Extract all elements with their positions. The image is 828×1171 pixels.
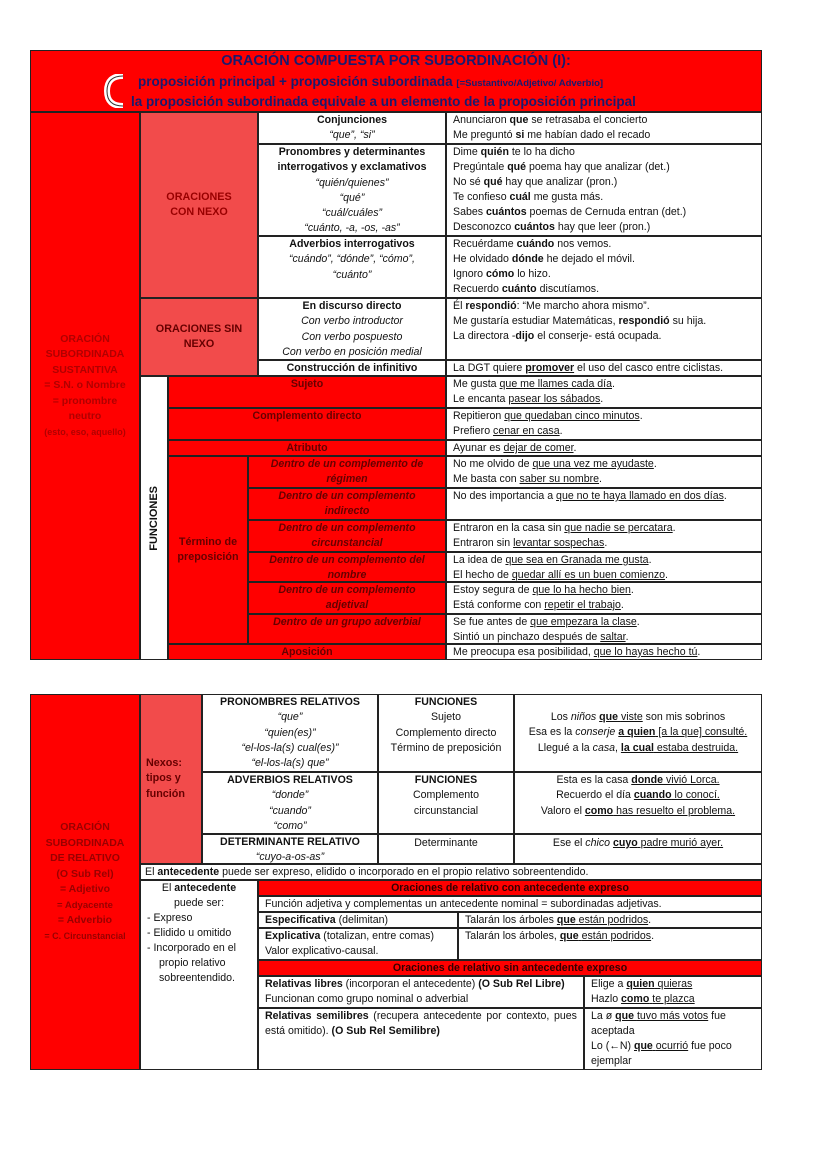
pron-examples: Dime quién te lo ha dicho Pregúntale qué poema hay que analizar (det.) No sé qué hay que analizar (pron.) Te confieso cuál me gusta más. Sabes cuántos poemas de Cernuda entran (det.) Desconozco cuántos hay que leer (pron.) [446, 144, 762, 236]
cc-examples: Entraron en la casa sin que nadie se percatara. Entraron sin levantar sospechas. [446, 520, 762, 552]
rel-det-cell: DETERMINANTE RELATIVO “cuyo-a-os-as” [202, 834, 378, 864]
infinitivo-example: La DGT quiere promover el uso del casco entre ciclistas. [446, 360, 762, 376]
especificativa-cell: Especificativa (delimitan) [258, 912, 458, 928]
bracket-icon [103, 74, 125, 108]
nexos-label: Nexos: tipos y función [140, 694, 202, 864]
page-title: ORACIÓN COMPUESTA POR SUBORDINACIÓN (I): [221, 53, 571, 69]
cd-examples: Repitieron que quedaban cinco minutos. Prefiero cenar en casa. [446, 408, 762, 440]
expreso-desc: Función adjetiva y complementas un antecedente nominal = subordinadas adjetivas. [258, 896, 762, 912]
rel-pron-examples: Los niños que viste son mis sobrinos Esa es la conserje a quien [a la que] consulté. Llegué a la casa, la cual estaba destruida. [514, 694, 762, 772]
semilibres-examples: La ø que tuvo más votos fue aceptada Lo (←N) que ocurrió fue poco ejemplar [584, 1008, 762, 1070]
rel-adv-func: FUNCIONES Complemento circunstancial [378, 772, 514, 834]
pron-cell: Pronombres y determinantes interrogativos y exclamativos “quién/quienes” “qué” “cuál/cuáles” “cuánto, -a, -os, -as” [258, 144, 446, 236]
explicativa-example: Talarán los árboles, que están podridos. [458, 928, 762, 960]
semilibres-cell: Relativas semilibres (recupera antecedente por contexto, pues está omitido). (O Sub Rel Semilibre) [258, 1008, 584, 1070]
funciones-label: FUNCIONES [140, 376, 168, 660]
especificativa-example: Talarán los árboles que están podridos. [458, 912, 762, 928]
expreso-header: Oraciones de relativo con antecedente expreso [258, 880, 762, 896]
conj-examples: Anunciaron que se retrasaba el concierto Me preguntó si me habían dado el recado [446, 112, 762, 144]
cn-examples: La idea de que sea en Granada me gusta. El hecho de quedar allí es un buen comienzo. [446, 552, 762, 582]
adv-cell: Adverbios interrogativos “cuándo”, “dónde”, “cómo”, “cuánto” [258, 236, 446, 298]
rel-adv-examples: Esta es la casa donde vivió Lorca. Recuerdo el día cuando lo conocí. Valoro el como has resuelto el problema. [514, 772, 762, 834]
aposicion-label: Aposición [168, 644, 446, 660]
explicativa-cell: Explicativa (totalizan, entre comas) Valor explicativo-causal. [258, 928, 458, 960]
cd-label: Complemento directo [168, 408, 446, 440]
rel-det-func: Determinante [378, 834, 514, 864]
con-nexo-label: ORACIONES CON NEXO [140, 112, 258, 298]
subtitle-secondary: la proposición subordinada equivale a un elemento de la proposición principal [131, 94, 636, 109]
ci-example: No des importancia a que no te haya llamado en dos días. [446, 488, 762, 520]
gadv-examples: Se fue antes de que empezara la clase. Sintió un pinchazo después de saltar. [446, 614, 762, 644]
cadj-examples: Estoy segura de que lo ha hecho bien. Está conforme con repetir el trabajo. [446, 582, 762, 614]
conj-cell: Conjunciones “que”, “si” [258, 112, 446, 144]
atributo-label: Atributo [168, 440, 446, 456]
termino-label: Término de preposición [168, 456, 248, 644]
sujeto-examples: Me gusta que me llames cada día. Le encanta pasear los sábados. [446, 376, 762, 408]
atributo-example: Ayunar es dejar de comer. [446, 440, 762, 456]
cc-label: Dentro de un complemento circunstancial [248, 520, 446, 552]
libres-cell: Relativas libres (incorporan el antecedente) (O Sub Rel Libre) Funcionan como grupo nominal o adverbial [258, 976, 584, 1008]
rel-pron-cell: PRONOMBRES RELATIVOS “que” “quien(es)” “el-los-la(s) cual(es)” “el-los-la(s) que” [202, 694, 378, 772]
sin-header: Oraciones de relativo sin antecedente expreso [258, 960, 762, 976]
regimen-examples: No me olvido de que una vez me ayudaste. Me basta con saber su nombre. [446, 456, 762, 488]
rel-adv-cell: ADVERBIOS RELATIVOS “donde” “cuando” “como” [202, 772, 378, 834]
subtitle-main: proposición principal + proposición subordinada [=Sustantivo/Adjetivo/ Adverbio] [138, 74, 604, 89]
cadj-label: Dentro de un complemento adjetival [248, 582, 446, 614]
adv-examples: Recuérdame cuándo nos vemos. He olvidado dónde he dejado el móvil. Ignoro cómo lo hizo. Recuerdo cuánto discutíamos. [446, 236, 762, 298]
libres-examples: Elige a quien quieras Hazlo como te plazca [584, 976, 762, 1008]
cn-label: Dentro de un complemento del nombre [248, 552, 446, 582]
ci-label: Dentro de un complemento indirecto [248, 488, 446, 520]
directo-examples: Él respondió: “Me marcho ahora mismo”. Me gustaría estudiar Matemáticas, respondió su hija. La directora -dijo el conserje- está ocupada. [446, 298, 762, 360]
sujeto-label: Sujeto [168, 376, 446, 408]
antecedente-line: El antecedente puede ser expreso, elidido o incorporado en el propio relativo sobreentendido. [140, 864, 762, 880]
rel-pron-func: FUNCIONES Sujeto Complemento directo Término de preposición [378, 694, 514, 772]
gadv-label: Dentro de un grupo adverbial [248, 614, 446, 644]
relativo-label: ORACIÓN SUBORDINADA DE RELATIVO (O Sub Rel) = Adjetivo = Adyacente = Adverbio = C. Circunstancial [30, 694, 140, 1070]
sin-nexo-label: ORACIONES SIN NEXO [140, 298, 258, 376]
aposicion-example: Me preocupa esa posibilidad, que lo hayas hecho tú. [446, 644, 762, 660]
directo-cell: En discurso directo Con verbo introductor Con verbo pospuesto Con verbo en posición medial [258, 298, 446, 360]
sustantiva-label: ORACIÓN SUBORDINADA SUSTANTIVA = S.N. o Nombre = pronombre neutro (esto, eso, aquello) [30, 112, 140, 660]
rel-det-example: Ese el chico cuyo padre murió ayer. [514, 834, 762, 864]
regimen-label: Dentro de un complemento de régimen [248, 456, 446, 488]
infinitivo-cell: Construcción de infinitivo [258, 360, 446, 376]
antecedente-box: El antecedente puede ser: - Expreso - Elidido u omitido - Incorporado en el propio relativo sobreentendido. [140, 880, 258, 1070]
